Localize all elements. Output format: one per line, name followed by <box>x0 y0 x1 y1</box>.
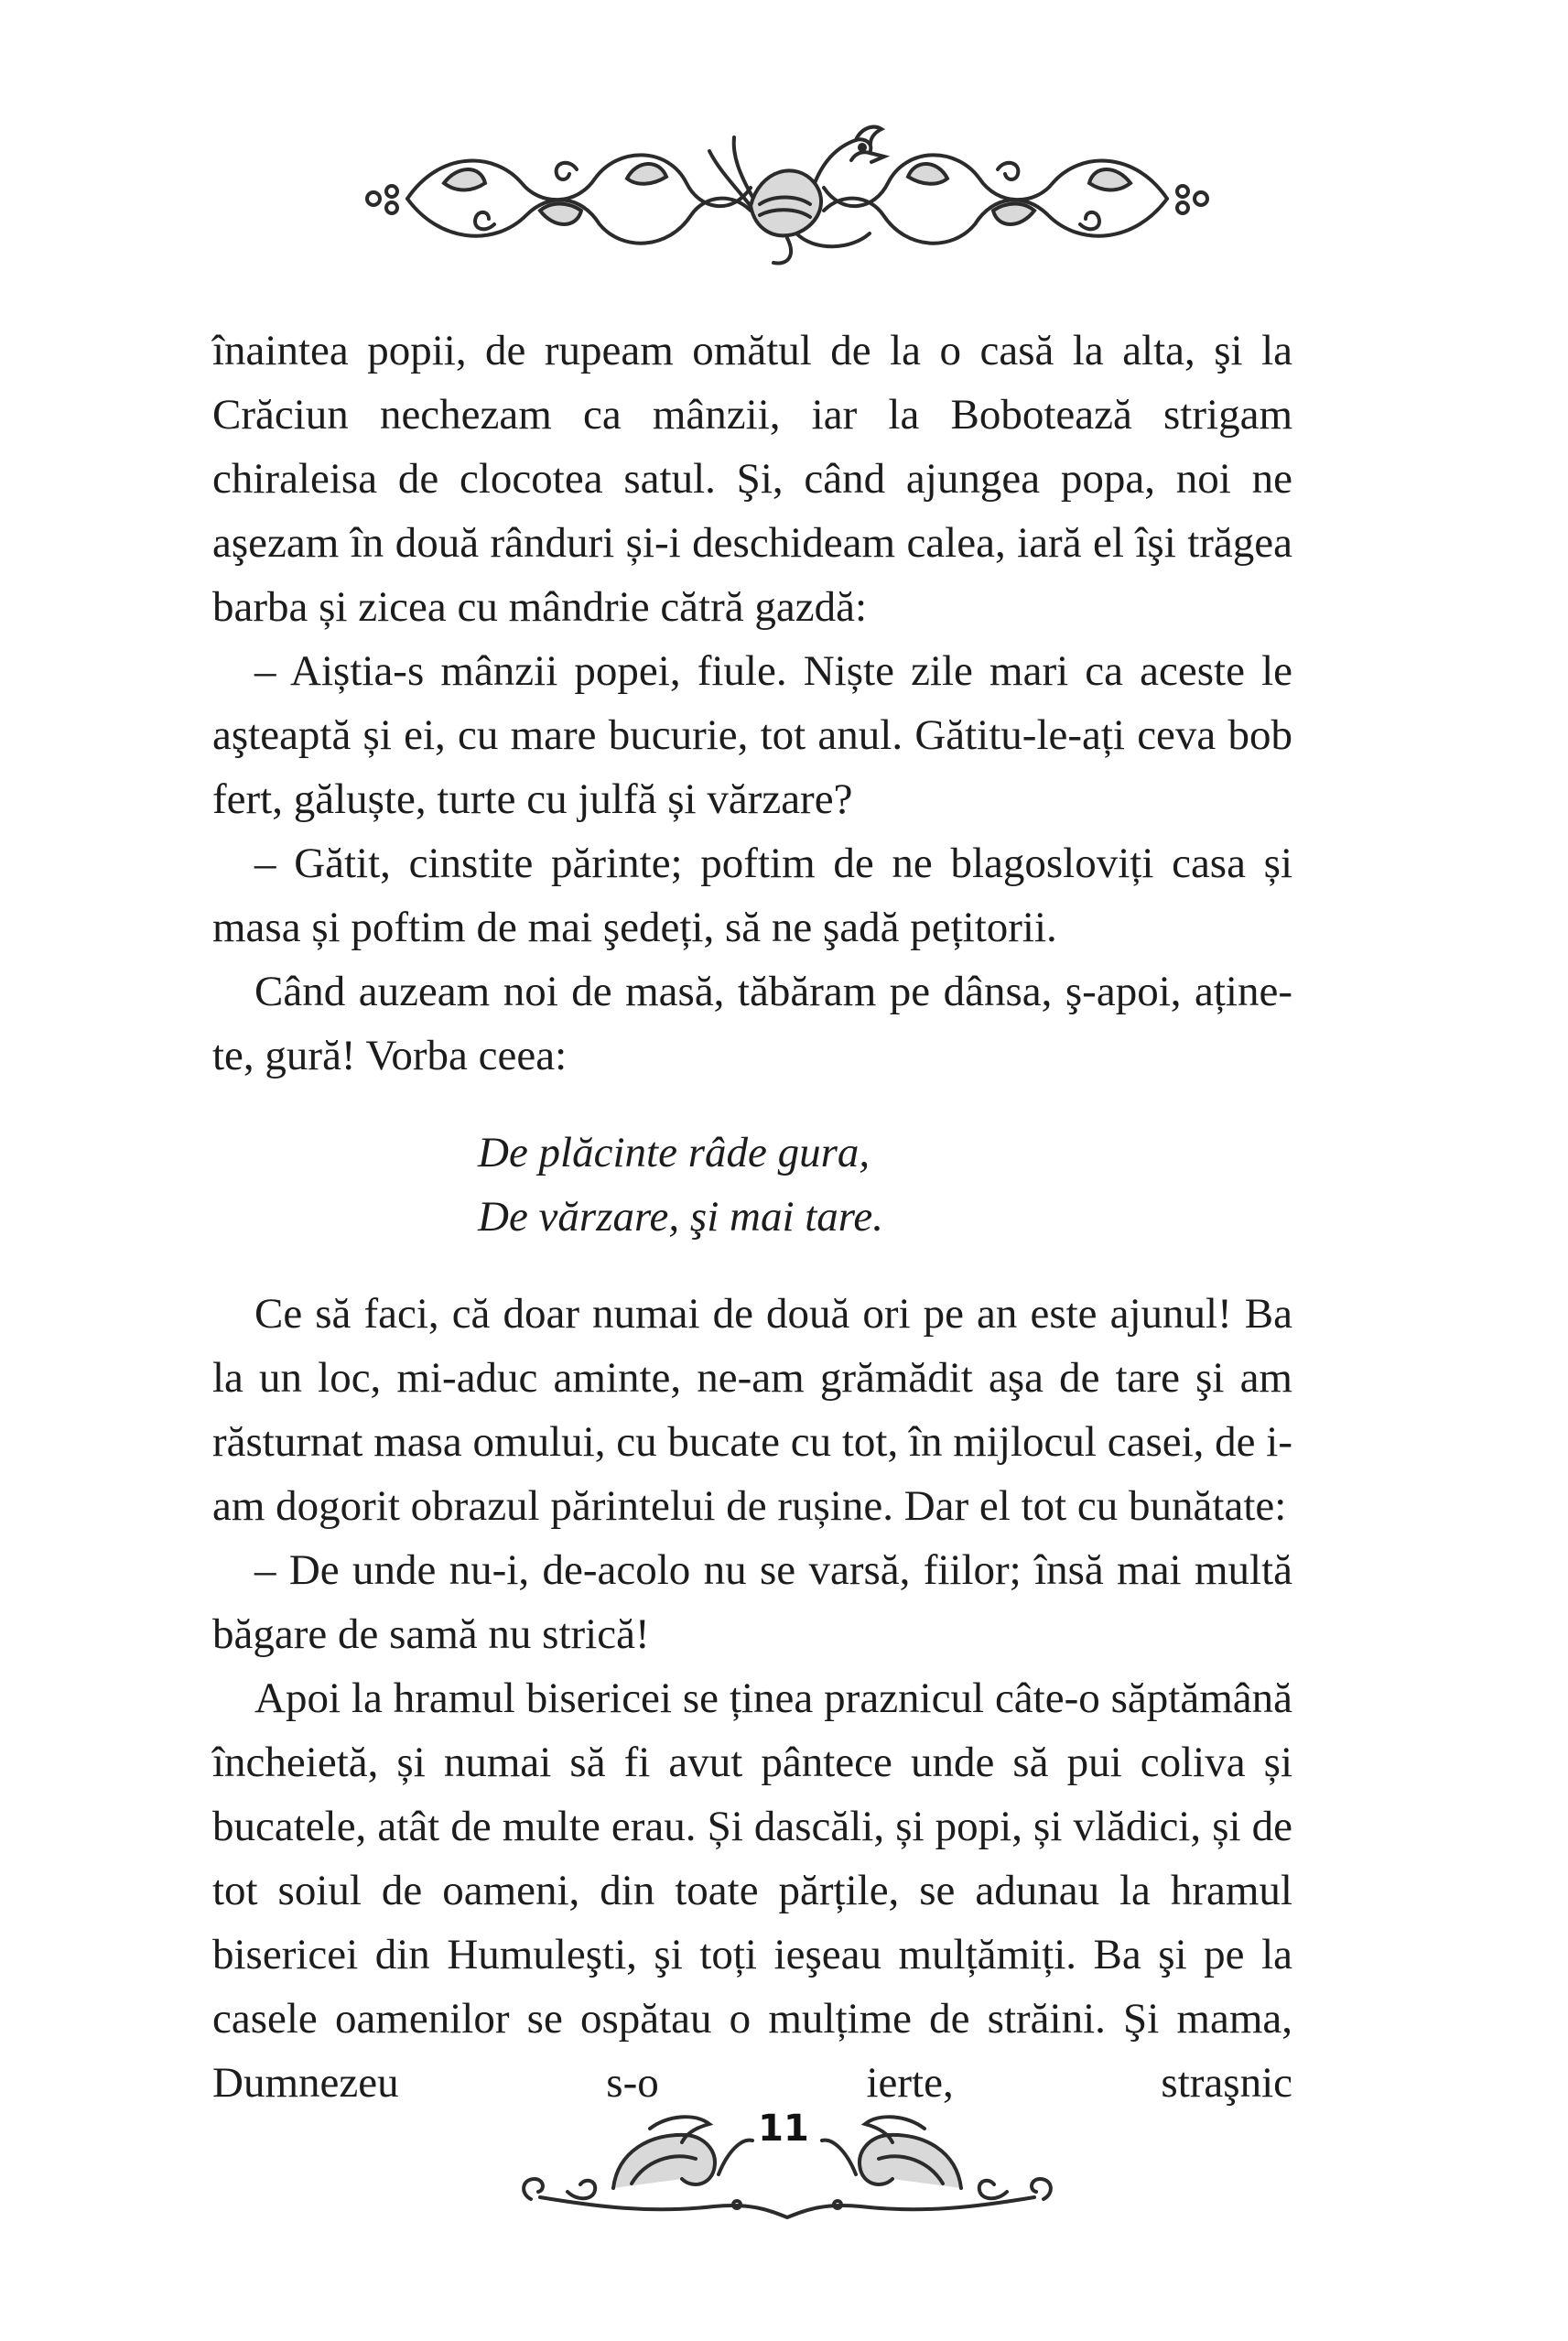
verse-line: De vărzare, şi mai tare. <box>478 1193 883 1241</box>
paragraph: înaintea popii, de rupeam omătul de la o casă la alta, şi la Crăciun nechezam ca mânzii, iar la Bobotează strigam chiraleisa de clocotea satul. Şi, când ajungea popa, noi ne aşezam în două rânduri și-i deschideam calea, iară el îşi trăgea barba și zicea cu mândrie cătră gazdă: <box>212 327 1292 631</box>
paragraph: – Aiștia-s mânzii popei, fiule. Niște zile mari ca aceste le aşteaptă și ei, cu mare bucurie, tot anul. Gătitu-le-ați ceva bob fert, găluște, turte cu julfă și vărzare? <box>212 647 1292 823</box>
paragraph: – De unde nu-i, de-acolo nu se varsă, fiilor; însă mai multă băgare de samă nu strică! <box>212 1546 1292 1658</box>
page-body <box>212 319 1292 2115</box>
paragraph: Ce să faci, că doar numai de două ori pe an este ajunul! Ba la un loc, mi-aduc aminte, ne-am grămădit aşa de tare şi am răsturnat masa omului, cu bucate cu tot, în mijlocul casei, de i-am dogorit obrazul părintelui de rușine. Dar el tot cu bunătate: <box>212 1290 1292 1530</box>
paragraph: Când auzeam noi de masă, tăbăram pe dânsa, ş-apoi, aține-te, gură! Vorba ceea: <box>212 968 1292 1079</box>
verse <box>478 1121 1292 1249</box>
top-ornament-icon <box>357 96 1217 270</box>
verse-line: De plăcinte râde gura, <box>478 1129 871 1176</box>
paragraph: Apoi la hramul bisericei se ținea praznicul câte-o săptămână încheietă, și numai să fi avut pântece unde să pui coliva și bucatele, atât de multe erau. Și dascăli, și popi, și vlădici, și de tot soiul de oameni, din toate părțile, se adunau la hramul bisericei din Humuleşti, şi toți ieşeau mulțămiți. Ba şi pe la casele oamenilor se ospătau o mulțime de străini. Şi mama, Dumnezeu s-o ierte, straşnic <box>212 1674 1292 2107</box>
paragraph: – Gătit, cinstite părinte; poftim de ne blagosloviți casa și masa și poftim de mai şedeți, să ne şadă pețitorii. <box>212 840 1292 951</box>
page-number: 11 <box>758 2108 809 2150</box>
